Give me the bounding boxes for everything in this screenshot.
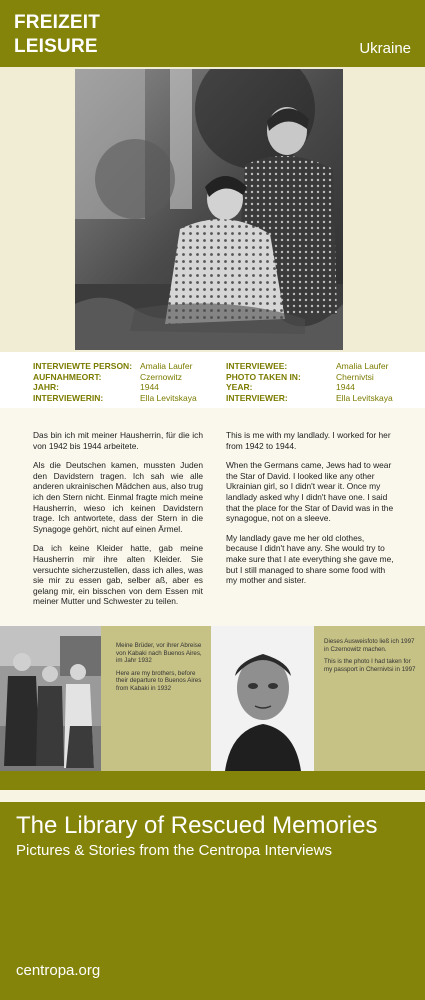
header-bar <box>0 0 425 67</box>
value-interviewer: Ella Levitskaya <box>336 392 393 403</box>
value-photo-taken-in: Chernivtsi <box>336 371 374 382</box>
caption-en: This is the photo I had taken for my passport in Chernivtsi in 1997 <box>324 658 416 673</box>
info-en-values <box>336 361 393 403</box>
story-paragraph: When the Germans came, Jews had to wear the Star of David. I looked like any other Ukrainian girl, so I didn't wear it. Once my landlady asked why I didn't have one. I said that the place for the Star of David was in the synagogue, not on a sleeve. <box>226 460 394 524</box>
label-interviewte-person: INTERVIEWTE PERSON: <box>33 361 133 371</box>
info-de-labels <box>33 361 132 403</box>
caption-de: Dieses Ausweisfoto ließ ich 1997 in Czernowitz machen. <box>324 638 415 653</box>
main-photo <box>75 69 343 350</box>
label-interviewee: INTERVIEWEE: <box>226 361 288 371</box>
value-aufnahmeort: Czernowitz <box>140 371 183 382</box>
value-interviewte-person: Amalia Laufer <box>140 361 193 371</box>
brothers-photo <box>0 626 101 771</box>
story-paragraph: Da ich keine Kleider hatte, gab meine Hausherrin mir ihre alten Kleider. Sie versuchte sicherzustellen, dass ich alles, was sie mir zu essen gab, selber aß, aber es gelang mir, ein bisschen von dem Essen mit meiner Mutter und Schwester zu teilen. <box>33 543 203 607</box>
story-paragraph: This is me with my landlady. I worked for her from 1942 to 1944. <box>226 430 391 451</box>
header-title-de: FREIZEIT <box>14 12 101 33</box>
label-jahr: JAHR: <box>33 382 59 392</box>
value-interviewee: Amalia Laufer <box>336 361 389 371</box>
footer-subtitle: Pictures & Stories from the Centropa Interviews <box>16 842 332 859</box>
info-de-values <box>140 361 197 403</box>
value-interviewerin: Ella Levitskaya <box>140 392 197 403</box>
story-paragraph: Das bin ich mit meiner Hausherrin, für die ich von 1942 bis 1944 arbeitete. <box>33 430 203 451</box>
value-year: 1944 <box>336 382 355 392</box>
passport-photo <box>211 626 314 771</box>
footer-site-link[interactable]: centropa.org <box>16 962 101 979</box>
info-block <box>0 352 425 408</box>
story-section <box>0 408 425 626</box>
caption-passport <box>324 638 416 678</box>
header-country: Ukraine <box>359 40 411 57</box>
label-interviewerin: INTERVIEWERIN: <box>33 392 104 403</box>
label-year: YEAR: <box>226 382 253 392</box>
caption-de: Meine Brüder, vor ihrer Abreise von Kabaki nach Buenos Aires, im Jahr 1932 <box>116 642 202 665</box>
caption-en: Here are my brothers, before their departure to Buenos Aires from Kabaki in 1932 <box>116 669 202 692</box>
footer-divider <box>0 790 425 802</box>
label-aufnahmeort: AUFNAHMEORT: <box>33 371 102 382</box>
label-interviewer: INTERVIEWER: <box>226 392 288 403</box>
value-jahr: 1944 <box>140 382 159 392</box>
story-paragraph: Als die Deutschen kamen, mussten Juden den Davidstern tragen. Ich sah wie alle anderen ukrainischen Mädchen aus, also trug ich den Stern nicht. Einmal fragte mich meine Hausherrin, wieso ich keinen Davidstern trage. Ich antwortete, dass der Stern in die Synagoge gehört, nicht auf einen Ärmel. <box>33 460 203 534</box>
header-title-en: LEISURE <box>14 36 98 57</box>
info-en-labels <box>226 361 301 403</box>
story-text-de <box>33 430 203 616</box>
label-photo-taken-in: PHOTO TAKEN IN: <box>226 371 301 382</box>
story-text-en <box>226 430 396 595</box>
story-paragraph: My landlady gave me her old clothes, because I didn't have any. She would try to make sure that I ate everything she gave me, but I still managed to share some food with my mother and sister. <box>226 532 394 586</box>
footer-title: The Library of Rescued Memories <box>16 812 378 839</box>
caption-brothers <box>116 642 202 698</box>
